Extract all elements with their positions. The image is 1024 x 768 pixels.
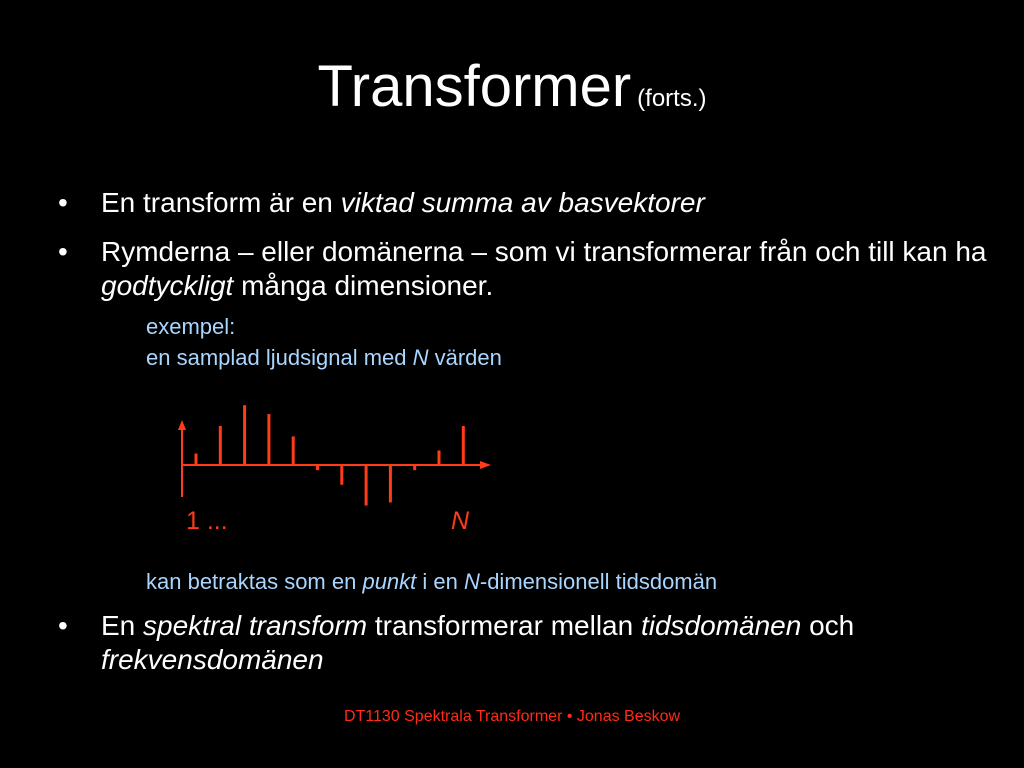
title-suffix: (forts.) (637, 85, 707, 112)
bullet-italic: viktad summa av basvektorer (340, 187, 705, 218)
bullet-text (101, 609, 988, 677)
bullet-spectral (58, 609, 988, 677)
bullet-marker: • (58, 187, 68, 218)
bullet-text-part: Rymderna – eller domänerna – som vi transformerar från och till kan ha (101, 236, 987, 267)
axis-start-label: 1 ... (186, 507, 228, 535)
note-text: kan betraktas som en (146, 569, 363, 594)
slide-footer: DT1130 Spektrala Transformer • Jonas Beskow (343, 708, 681, 725)
bullet-italic: tidsdomänen (640, 610, 802, 641)
title-main: Transformer (317, 54, 632, 119)
bullet-marker: • (58, 236, 68, 267)
bullet-italic: godtyckligt (101, 270, 234, 301)
bullet-italic: spektral transform (143, 610, 368, 641)
note-italic: punkt (362, 569, 417, 594)
bullet-text-part: En (101, 610, 144, 641)
bullet-text-part: och (801, 610, 855, 641)
bullet-marker: • (58, 610, 68, 641)
signal-samples (196, 405, 463, 505)
x-axis-arrow (480, 461, 491, 469)
axis-end-label: N (451, 507, 470, 535)
bullet-text-part: många dimensioner. (233, 270, 494, 301)
bullet-text-part: En transform är en (101, 187, 341, 218)
example-text: en samplad ljudsignal med (146, 345, 413, 370)
note-text: -dimensionell tidsdomän (479, 569, 718, 594)
signal-axes (178, 420, 491, 497)
example-variable: N (412, 345, 429, 370)
point-note (146, 566, 717, 597)
example-text: värden (428, 345, 502, 370)
note-italic: N (463, 569, 480, 594)
note-text: i en (416, 569, 464, 594)
bullet-text-part: transformerar mellan (367, 610, 641, 641)
bullet-italic: frekvensdomänen (101, 644, 324, 675)
example-label: exempel: (146, 314, 236, 339)
y-axis-arrow (178, 420, 186, 430)
